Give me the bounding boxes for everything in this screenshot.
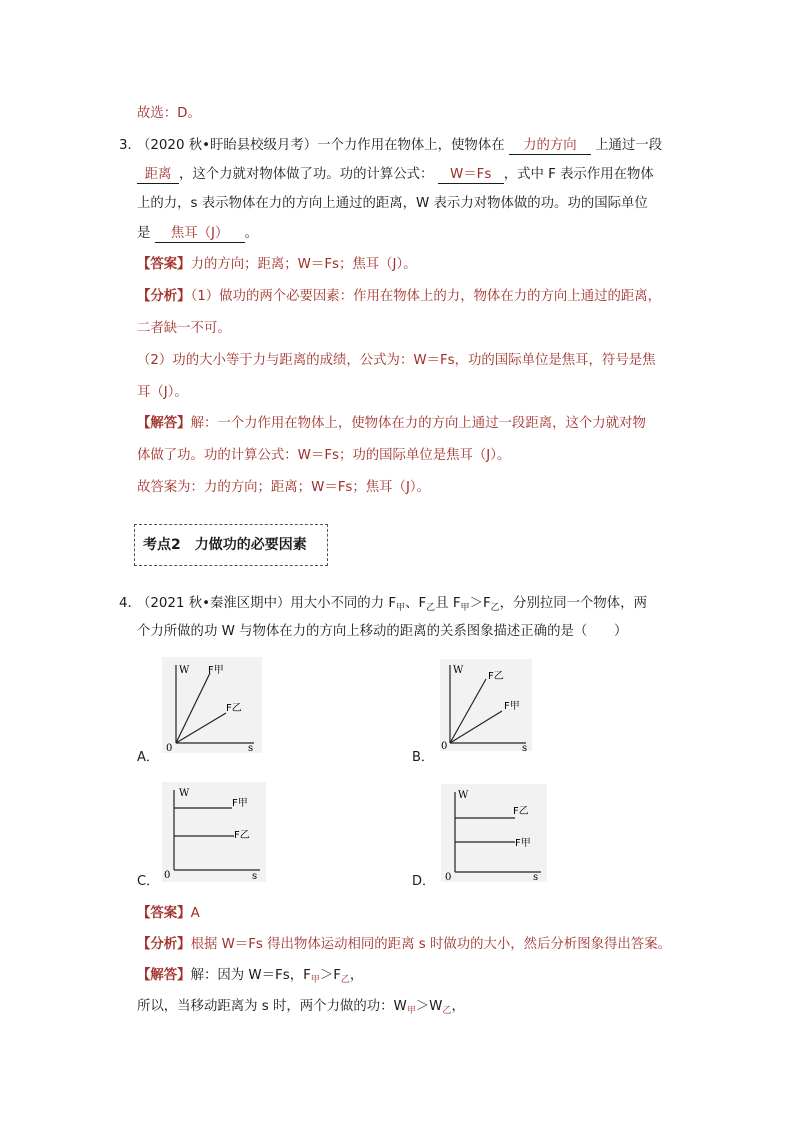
q3-solution-1: 【解答】解：一个力作用在物体上，使物体在力的方向上通过一段距离，这个力就对物 (137, 416, 646, 431)
svg-text:W: W (458, 790, 469, 801)
final-answer-prev: 故选：D。 (137, 106, 201, 121)
label-f-yi: F乙 (226, 703, 242, 714)
q3-blank-3: W＝Fs (438, 167, 504, 184)
option-a[interactable]: A． (137, 750, 159, 765)
q3-line2: 距离 ，这个力就对物体做了功。功的计算公式： W＝Fs ，式中 F 表示作用在物体 (137, 165, 654, 185)
q3-blank-2: 距离 (137, 167, 179, 184)
q3-final-answer: 故答案为：力的方向；距离；W＝Fs；焦耳（J）。 (137, 480, 430, 495)
graph-c (162, 782, 266, 882)
svg-text:F乙: F乙 (488, 671, 504, 682)
q4-answer: 【答案】A (137, 906, 200, 921)
q3-analysis-3: （2）功的大小等于力与距离的成绩，公式为：W＝Fs，功的国际单位是焦耳，符号是焦 (137, 353, 656, 368)
q3-solution-2: 体做了功。功的计算公式：W＝Fs；功的国际单位是焦耳（J）。 (137, 448, 511, 463)
svg-text:0: 0 (445, 872, 452, 882)
q4-solution-2: 所以，当移动距离为 s 时，两个力做的功：$W_甲>W_乙$， (137, 999, 465, 1016)
origin: 0 (166, 743, 173, 753)
svg-text:F甲: F甲 (232, 798, 248, 809)
q3-blank-1: 力的方向 (509, 138, 591, 155)
option-b[interactable]: B． (412, 750, 434, 765)
svg-text:s: s (252, 871, 258, 882)
option-c[interactable]: C． (137, 874, 160, 889)
graph-a (162, 657, 262, 753)
graph-b (440, 659, 532, 751)
q3-line1 (137, 136, 662, 156)
axis-w: W (179, 665, 190, 676)
q4-solution-1: 【解答】解：因为 W＝Fs，$F_甲>F_乙$， (137, 968, 364, 985)
svg-text:W: W (179, 788, 190, 799)
svg-text:F甲: F甲 (515, 838, 531, 849)
q3-answer: 【答案】力的方向；距离；W＝Fs；焦耳（J）。 (137, 257, 417, 272)
section-heading-box: 考点2 力做功的必要因素 (134, 524, 328, 566)
svg-text:s: s (533, 872, 539, 882)
axis-s: s (248, 743, 254, 753)
q3-text: （2020 秋•盱眙县校级月考）一个力作用在物体上，使物体在 (137, 138, 505, 153)
svg-text:0: 0 (441, 741, 448, 751)
svg-text:s: s (522, 743, 528, 751)
q3-analysis-1: 【分析】（1）做功的两个必要因素：作用在物体上的力，物体在力的方向上通过的距离， (137, 289, 662, 304)
q3-line4: 是 焦耳（J） 。 (137, 226, 259, 241)
svg-text:W: W (453, 665, 464, 676)
q3-text: 上通过一段 (595, 138, 663, 153)
q3-blank-4: 焦耳（J） (155, 226, 245, 243)
svg-text:F甲: F甲 (504, 701, 520, 712)
question-4-number: 4． (119, 596, 141, 611)
q4-analysis: 【分析】根据 W＝Fs 得出物体运动相同的距离 s 时做功的大小，然后分析图象得出答案。 (137, 937, 671, 952)
q4-line1: （2021 秋•秦淮区期中）用大小不同的力 $F_甲$、$F_乙$且 $F_甲>F_乙$，分别拉同一个物体，两 (137, 596, 647, 613)
svg-text:F乙: F乙 (234, 830, 250, 841)
q3-analysis-2: 二者缺一不可。 (137, 321, 231, 336)
q3-line3: 上的力，s 表示物体在力的方向上通过的距离，W 表示力对物体做的功。功的国际单位 (137, 196, 648, 211)
q3-analysis-4: 耳（J）。 (137, 385, 188, 400)
option-d[interactable]: D． (412, 874, 436, 889)
label-f-jia: F甲 (208, 665, 224, 676)
graph-d (441, 784, 547, 882)
svg-text:0: 0 (164, 870, 171, 881)
q4-line2: 个力所做的功 W 与物体在力的方向上移动的距离的关系图象描述正确的是（ ） (137, 624, 628, 639)
svg-text:F乙: F乙 (513, 806, 529, 817)
question-3-number: 3． (119, 138, 141, 153)
